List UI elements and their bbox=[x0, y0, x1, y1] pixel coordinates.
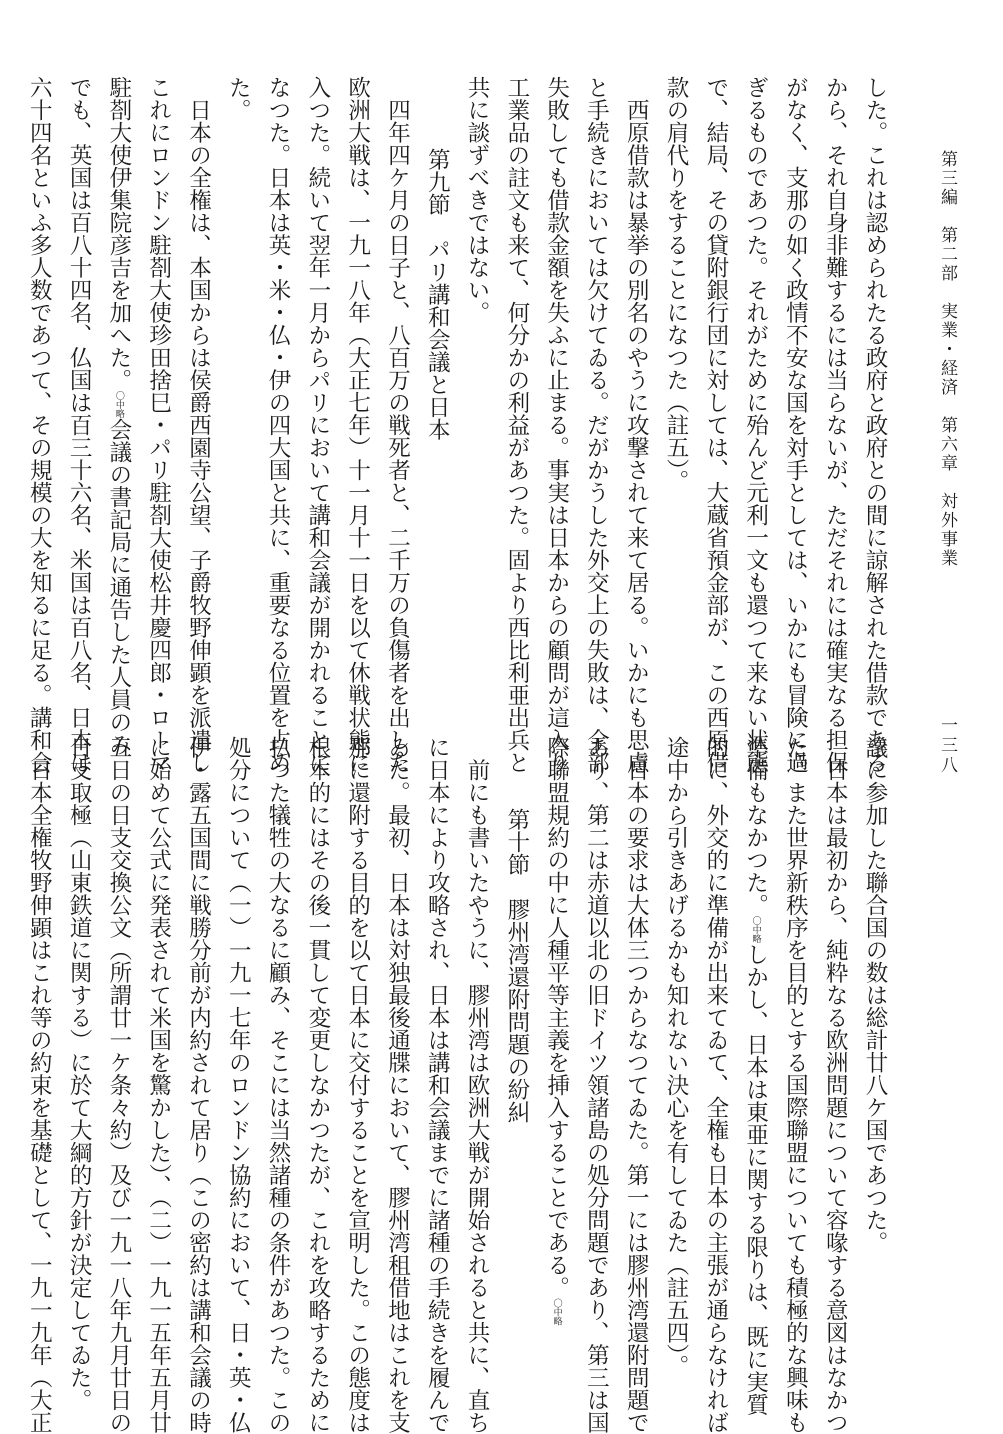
text-line: と手続きにおいては欠けてゐる。だがかうした外交上の失敗は、全部 bbox=[583, 76, 610, 774]
text-line: がなく、支那の如く政情不安な国を対手としては、いかにも冒険に過 bbox=[782, 76, 809, 774]
text-line: した。これは認められたる政府と政府との間に諒解された借款である bbox=[862, 76, 888, 774]
section-heading: 第九節 パリ講和会議と日本 bbox=[424, 148, 451, 441]
text-line: た。 bbox=[225, 76, 252, 121]
text-line: 的に、外交的に準備が出来てゐて、全権も日本の主張が通らなければ bbox=[702, 736, 729, 1434]
text-line: でも、英国は百八十四名、仏国は百三十六名、米国は百八名、日本は bbox=[66, 76, 93, 774]
text-line: 処分について（一）一九一七年のロンドン協約において、日・英・仏 bbox=[225, 736, 252, 1434]
running-header: 第三編 第二部 実業・経済 第六章 対外事業 bbox=[937, 150, 957, 568]
text-line: 日本全権牧野伸顕はこれ等の約束を基礎として、一九一九年（大正 bbox=[26, 736, 53, 1434]
text-line: 五日の日支交換公文（所謂廿一ケ条々約）及び一九一八年九月廿日の bbox=[105, 736, 132, 1434]
text-line: ゐた。最初、日本は対独最後通牒において、膠州湾租借地はこれを支 bbox=[384, 736, 411, 1434]
text-line: に日本により攻略され、日本は講和会議までに諸種の手続きを履んで bbox=[424, 736, 451, 1434]
text-line: た。また世界新秩序を目的とする国際聯盟についても積極的な興味も bbox=[782, 736, 809, 1434]
text-line: 日本の要求は大体三つからなつてゐた。第一には膠州湾還附問題で bbox=[623, 736, 650, 1434]
text-segment: 駐剳大使伊集院彦吉を加へた。 bbox=[105, 76, 132, 391]
text-line: 四年四ケ月の日子と、八百万の戦死者と、二千万の負傷者を出した bbox=[384, 76, 411, 774]
text-line: なつた。日本は英・米・仏・伊の四大国と共に、重要なる位置を占め bbox=[265, 76, 292, 774]
text-line: 六十四名といふ多人数であつて、その規模の大を知るに足る。講和会 bbox=[26, 76, 53, 774]
omission-mark: 〇中略 bbox=[750, 916, 761, 943]
text-line: 入つた。続いて翌年一月からパリにおいて講和会議が開かれることに bbox=[304, 76, 331, 774]
text-line: 途中から引きあげるかも知れない決心を有してゐた（註五四）。 bbox=[663, 736, 690, 1378]
omission-mark: 〇中略 bbox=[113, 391, 124, 418]
text-line: 日本は最初から、純粋なる欧洲問題について容喙する意図はなかつ bbox=[822, 736, 849, 1434]
text-segment: 際聯盟規約の中に人種平等主義を挿入することである。 bbox=[543, 736, 570, 1299]
text-line: 伊・露五国間に戦勝分前が内約されて居り（この密約は講和会議の時 bbox=[185, 736, 212, 1434]
text-line: 那に還附する目的を以て日本に交付することを宣明した。この態度は bbox=[344, 736, 371, 1434]
text-line: から、それ自身非難するには当らないが、ただそれには確実なる担保 bbox=[822, 76, 849, 774]
text-line bbox=[735, 736, 775, 1416]
section-heading: 第十節 膠州湾還附問題の紛糾 bbox=[503, 808, 530, 1123]
text-line: これにロンドン駐剳大使珍田捨巳・パリ駐剳大使松井慶四郎・ローマ bbox=[145, 76, 172, 774]
text-line: 西原借款は暴挙の別名のやうに攻撃されて来て居る。いかにも思慮 bbox=[623, 76, 650, 774]
text-line: 款の肩代りをすることになつた（註五）。 bbox=[663, 76, 690, 493]
text-line: 工業品の註文も来て、何分かの利益があつた。固より西比利亜出兵と bbox=[503, 76, 530, 774]
omission-mark: 〇中略 bbox=[551, 1298, 562, 1326]
text-line: 日本の全権は、本国からは侯爵西園寺公望、子爵牧野伸顕を派遣し bbox=[185, 76, 212, 774]
text-line bbox=[98, 76, 138, 756]
text-line: 根本的にはその後一貫して変更しなかつたが、これを攻略するために bbox=[304, 736, 331, 1434]
page-number: 一三八 bbox=[937, 716, 957, 776]
text-line: 前にも書いたやうに、膠州湾は欧洲大戦が開始されると共に、直ち bbox=[464, 736, 491, 1434]
text-segment: 準備もなかつた。 bbox=[742, 736, 769, 916]
text-line: 日支取極（山東鉄道に関する）に於て大綱的方針が決定してゐた。 bbox=[66, 736, 93, 1411]
text-line: ぎるものであつた。それがために殆んど元利一文も還つて来ない状態 bbox=[742, 76, 769, 774]
text-segment: しかし、日本は東亜に関する限りは、既に実質 bbox=[742, 943, 769, 1416]
text-line: 払つた犠牲の大なるに顧み、そこには当然諸種の条件があつた。この bbox=[265, 736, 292, 1434]
text-line: 共に談ずべきではない。 bbox=[464, 76, 491, 324]
text-line: で、結局、その貸附銀行団に対しては、大蔵省預金部が、この西原借 bbox=[702, 76, 729, 774]
text-line: 失敗しても借款金額を失ふに止まる。事実は日本からの顧問が這入り bbox=[543, 76, 570, 774]
text-line: に始めて公式に発表されて米国を驚かした）、（二）一九一五年五月廿 bbox=[145, 736, 172, 1434]
text-segment: 会議の書記局に通告した人員のみ bbox=[105, 418, 132, 756]
text-block-upper bbox=[26, 76, 894, 774]
text-line: 議に参加した聯合国の数は総計廿八ケ国であつた。 bbox=[862, 736, 888, 1254]
text-line: 欧洲大戦は、一九一八年（大正七年）十一月十一日を以て休戦状態に bbox=[344, 76, 371, 774]
text-block-lower bbox=[26, 736, 894, 1434]
text-line: あり、第二は赤道以北の旧ドイツ領諸島の処分問題であり、第三は国 bbox=[583, 736, 610, 1434]
text-line bbox=[536, 736, 576, 1356]
